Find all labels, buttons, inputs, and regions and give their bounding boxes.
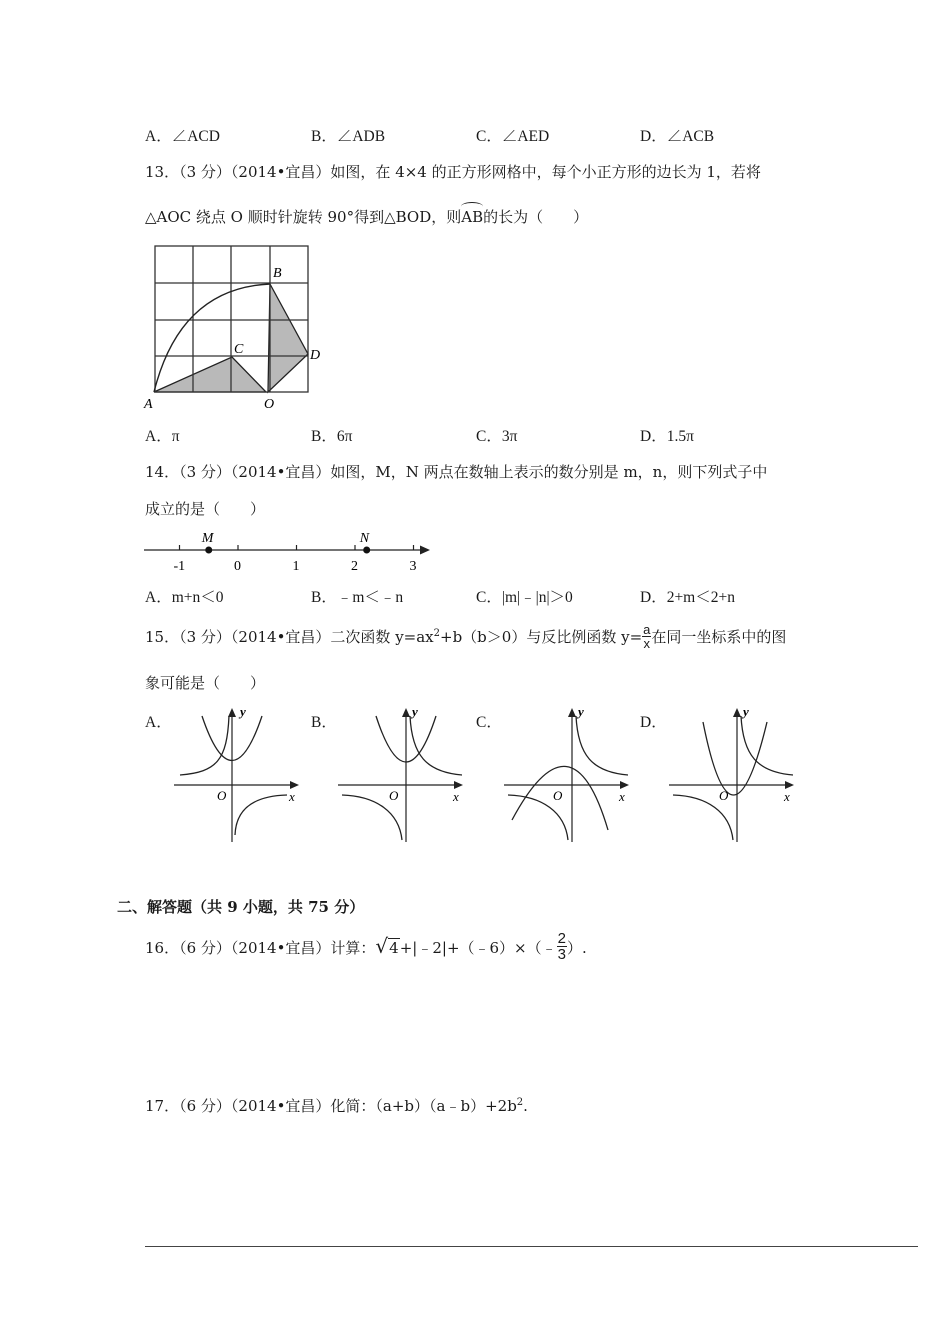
q12-option-a: A．∠ACD [145,128,220,145]
q15-option-a-label: A． [145,714,172,731]
q15-graph-b [336,700,471,845]
y-label: y [578,704,584,719]
q15-option-c-label: C． [476,714,502,731]
q17-prefix: 17．（6 分）（2014•宜昌）化简：（a+b）（a﹣b）+2b [145,1097,517,1115]
q14-stem-line2: 成立的是（ ） [145,500,266,518]
q15-stem-mid: +b（b＞0）与反比例函数 y= [440,628,643,646]
q14-option-a: A．m+n＜0 [145,589,224,606]
label-b: B [273,266,282,281]
q16-stem [145,929,587,963]
origin-label: O [553,788,563,803]
x-axis-arrow [290,781,299,789]
q14-option-d: D．2+m＜2+n [640,589,735,606]
label-c: C [234,342,244,357]
hyperbola-branch-2 [741,716,793,775]
q13-stem-line1: 13．（3 分）（2014•宜昌）如图，在 4×4 的正方形网格中，每个小正方形的边长为 1，若将 [145,163,761,181]
label-o: O [264,397,275,412]
y-axis-arrow [402,708,410,717]
q15-graph-c [502,700,637,845]
y-axis-arrow [568,708,576,717]
x-label: x [453,789,459,804]
q17-stem [145,1095,528,1116]
x-axis-arrow [785,781,794,789]
x-label: x [619,789,625,804]
q13-stem-line2 [145,206,588,227]
q15-frac-den: x [643,635,651,651]
x-label: x [784,789,790,804]
x-axis-arrow [454,781,463,789]
q17-suffix: . [523,1097,528,1115]
q15-fraction-a-over-x [642,623,651,650]
q15-graph-d [667,700,802,845]
hyperbola-branch-2 [410,716,462,775]
parabola [703,722,767,795]
q13-grid-figure [140,240,340,415]
point-n [363,547,370,554]
q15-stem-pre: 15．（3 分）（2014•宜昌）二次函数 y=ax [145,628,434,646]
tick-label: 2 [351,559,358,574]
y-label: y [412,704,418,719]
tick-label: 3 [409,559,417,574]
q14-option-b: B．﹣m＜﹣n [311,589,404,606]
tick-label: 0 [234,559,241,574]
tick-label: -1 [173,559,186,574]
origin-label: O [719,788,729,803]
q16-fraction [557,931,567,962]
q15-option-d-label: D． [640,714,667,731]
q15-exponent: 2 [433,628,441,639]
q12-option-d: D．∠ACB [640,128,715,145]
q15-stem-line1 [145,621,787,651]
label-a: A [144,397,153,412]
y-label: y [240,704,246,719]
q13-option-a: A．π [145,428,180,445]
number-line-arrow [420,546,430,555]
x-label: x [289,789,295,804]
origin-label: O [217,788,227,803]
q12-option-b: B．∠ADB [311,128,386,145]
q13-option-d: D．1.5π [640,428,694,445]
q17-exponent: 2 [516,1097,524,1108]
number-line [140,525,440,575]
q16-prefix: 16．（6 分）（2014•宜昌）计算： [145,939,376,957]
origin-label: O [389,788,399,803]
q14-option-c: C．|m|﹣|n|＞0 [476,589,573,606]
q13-stem-line2-pre: △AOC 绕点 O 顺时针旋转 90°得到△BOD，则 [145,208,462,226]
footer-divider [145,1246,918,1247]
q15-stem-post: 在同一坐标系中的图 [651,628,787,646]
q15-option-b-label: B． [311,714,337,731]
q15-stem-line2: 象可能是（ ） [145,674,266,692]
y-axis-arrow [733,708,741,717]
section-heading: 二、解答题（共 9 小题，共 75 分） [117,898,365,916]
point-label-m: M [201,531,214,546]
triangle-bod [268,284,308,392]
q14-stem-line1: 14．（3 分）（2014•宜昌）如图，M，N 两点在数轴上表示的数分别是 m，n，则下列式子中 [145,463,768,481]
triangle-aoc [154,357,266,392]
arc-ab-label: AB [461,208,484,226]
q16-radicand: 4 [389,939,399,957]
y-label: y [743,704,749,719]
q13-option-b: B．6π [311,428,353,445]
sqrt-sign: √ [375,934,389,958]
label-d: D [310,348,321,363]
q16-frac-num: 2 [557,929,566,947]
q16-frac-den: 3 [557,945,566,963]
q13-option-c: C．3π [476,428,518,445]
q16-mid: +|﹣2|+（﹣6）×（﹣ [399,939,557,957]
q16-suffix: ）. [566,939,587,957]
q15-graph-a [172,700,307,845]
x-axis-arrow [620,781,629,789]
point-m [205,547,212,554]
q15-frac-num: a [643,621,651,637]
point-label-n: N [359,531,370,546]
q13-stem-line2-post: 的长为（ ） [483,208,589,226]
hyperbola-branch-2 [576,716,628,775]
hyperbola-branch-2 [235,795,287,835]
y-axis-arrow [228,708,236,717]
q12-option-c: C．∠AED [476,128,550,145]
tick-label: 1 [292,559,300,574]
